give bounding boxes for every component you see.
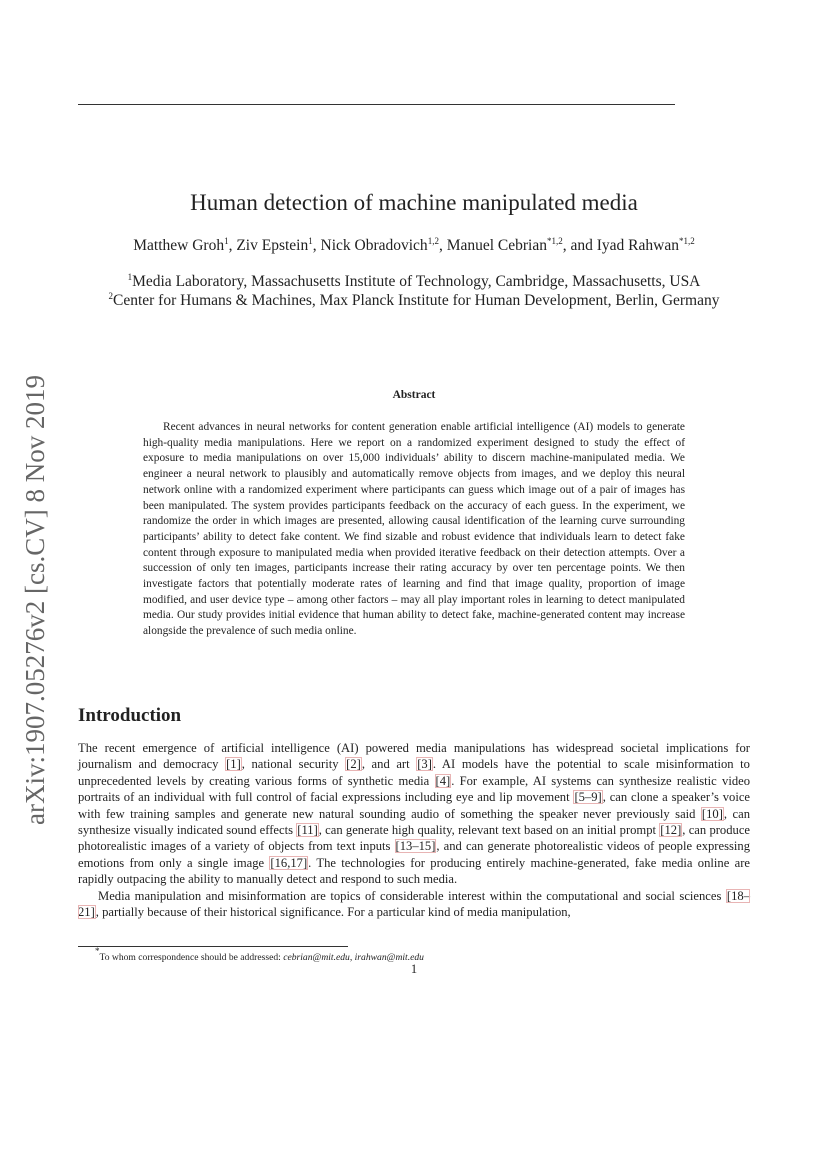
citation-link[interactable]: [5–9] xyxy=(574,790,602,805)
author-name: Manuel Cebrian xyxy=(446,237,547,254)
citation-link[interactable]: [12] xyxy=(660,823,682,838)
footnote-text: To whom correspondence should be addressed: xyxy=(99,952,284,963)
author-separator: , xyxy=(312,237,321,254)
arxiv-identifier[interactable]: arXiv:1907.05276v2 [cs.CV] 8 Nov 2019 xyxy=(20,375,50,825)
author-affiliation-mark: 1 xyxy=(308,236,313,246)
citation-link[interactable]: [3] xyxy=(417,757,432,772)
page-number: 1 xyxy=(410,962,418,976)
citation-link[interactable]: [16,17] xyxy=(270,855,308,870)
author-name: Ziv Epstein xyxy=(236,237,309,254)
affiliations xyxy=(78,272,750,310)
citation-link[interactable]: [13–15] xyxy=(395,839,436,854)
affiliation-line xyxy=(78,291,750,310)
citation-link[interactable]: [18–21] xyxy=(78,888,750,920)
author-affiliation-mark: 1 xyxy=(224,236,229,246)
author-separator: , and xyxy=(562,237,597,254)
section-heading-introduction: Introduction xyxy=(78,705,182,726)
affiliation-mark: 1 xyxy=(127,272,133,282)
citation-link[interactable]: [1] xyxy=(226,757,241,772)
citation-link[interactable]: [11] xyxy=(297,823,318,838)
footnote-mark: * xyxy=(95,946,100,956)
author-separator: , xyxy=(438,237,447,254)
author-name: Iyad Rahwan xyxy=(596,237,679,254)
introduction-body xyxy=(78,740,750,920)
author-affiliation-mark: *1,2 xyxy=(678,236,695,246)
footnote-rule xyxy=(78,946,348,947)
abstract-heading: Abstract xyxy=(392,389,436,401)
paper-title: Human detection of machine manipulated media xyxy=(190,190,638,215)
affiliation-line xyxy=(78,272,750,291)
author-name: Matthew Groh xyxy=(133,237,225,254)
author-list xyxy=(60,237,768,255)
footnote-emails[interactable]: cebrian@mit.edu, irahwan@mit.edu xyxy=(283,952,424,963)
author-separator: , xyxy=(228,237,237,254)
affiliation-text: Media Laboratory, Massachusetts Institute of Technology, Cambridge, Massachusetts, USA xyxy=(132,273,701,290)
author-name: Nick Obradovich xyxy=(320,237,428,254)
body-paragraph: Media manipulation and misinformation are topics of considerable interest within the computational and social sciences [18–21], partially because of their historical significance. For a particular kind of media manipulation, xyxy=(78,888,750,920)
body-paragraph: The recent emergence of artificial intelligence (AI) powered media manipulations has widespread societal implications for journalism and democracy [1], national security [2], and art [3]. AI models have the potential to scale misinformation to unprecedented levels by creating various forms of synthetic media [4]. For example, AI systems can synthesize realistic video portraits of an individual with full control of facial expressions including eye and lip movement [5–9], can clone a speaker’s voice with few training samples and generate new natural sounding audio of something the speaker never previously said [10], can synthesize visually indicated sound effects [11], can generate high quality, relevant text based on an initial prompt [12], can produce photorealistic images of a variety of objects from text inputs [13–15], and can generate photorealistic videos of people expressing emotions from only a single image [16,17]. The technologies for producing entirely machine-generated, fake media online are rapidly outpacing the ability to manually detect and respond to such media. xyxy=(78,741,751,887)
citation-link[interactable]: [2] xyxy=(346,757,361,772)
header-rule xyxy=(78,104,675,105)
abstract-text: Recent advances in neural networks for content generation enable artificial intelligence (AI) models to generate high-quality media manipulations. Here we report on a randomized experiment designed to study the effect of exposure to media manipulations on over 15,000 individuals’ ability to discern machine-manipulated media. We engineer a neural network to plausibly and automatically remove objects from images, and we deploy this neural network online with a randomized experiment where participants can guess which image out of a pair of images has been manipulated. The system provides participants feedback on the accuracy of each guess. In the experiment, we randomize the order in which images are presented, allowing causal identification of the learning curve surrounding participants’ ability to detect fake content. We find sizable and robust evidence that individuals learn to detect fake content through exposure to manipulated media when provided iterative feedback on their detection attempts. Over a succession of only ten images, participants increase their rating accuracy by over ten percentage points. We then investigate factors that potentially moderate rates of learning and find that image quality, proportion of image modified, and user device type – among other factors – may all play important roles in learning to detect manipulated media. Our study provides initial evidence that human ability to detect fake, machine-generated content may increase alongside the prevalence of such media online. xyxy=(143,421,685,638)
author-affiliation-mark: 1,2 xyxy=(427,236,439,246)
citation-link[interactable]: [10] xyxy=(701,806,723,821)
citation-link[interactable]: [4] xyxy=(435,773,451,788)
affiliation-mark: 2 xyxy=(108,291,113,301)
affiliation-text: Center for Humans & Machines, Max Planck Institute for Human Development, Berlin, Germany xyxy=(112,292,720,309)
author-affiliation-mark: *1,2 xyxy=(546,236,563,246)
